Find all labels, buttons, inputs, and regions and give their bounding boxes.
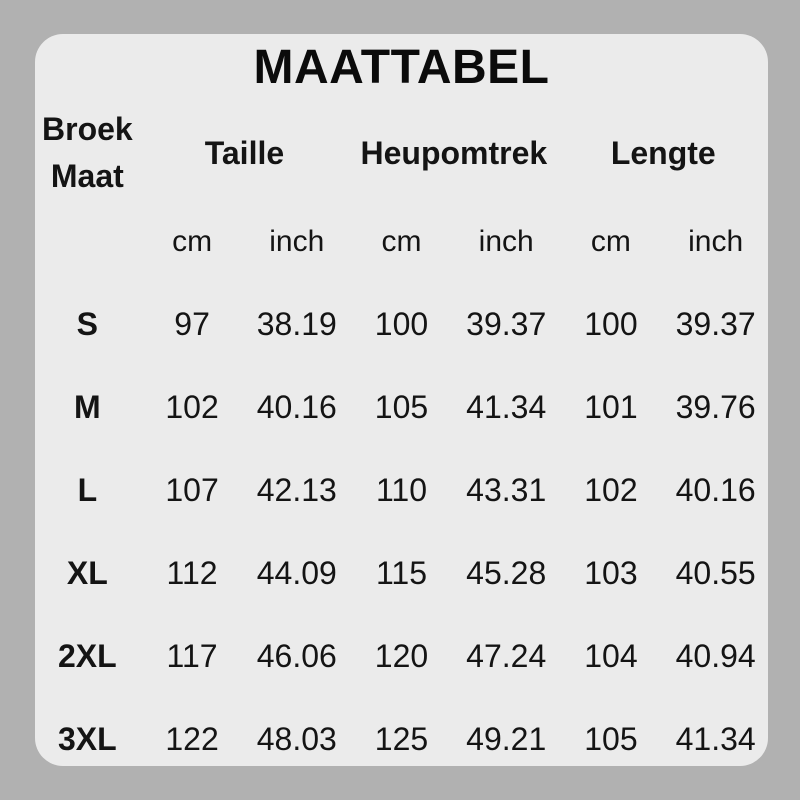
row-value: 40.94 xyxy=(675,637,756,674)
row-value: 39.37 xyxy=(466,305,547,342)
row-size-label: L xyxy=(77,471,98,508)
column-header-broek-maat-line2: Maat xyxy=(50,158,124,194)
column-header-lengte: Lengte xyxy=(610,134,716,171)
unit-header-inch: inch xyxy=(269,225,325,258)
unit-header-cm: cm xyxy=(172,225,213,258)
row-value: 100 xyxy=(584,305,638,342)
row-value: 125 xyxy=(374,720,429,757)
row-value: 103 xyxy=(584,554,638,591)
row-value: 117 xyxy=(166,637,218,674)
row-value: 40.55 xyxy=(675,554,756,591)
row-size-label: XL xyxy=(66,554,108,591)
row-value: 100 xyxy=(374,305,429,342)
header-row xyxy=(35,105,768,201)
unit-header-inch: inch xyxy=(688,225,744,258)
row-value: 122 xyxy=(165,720,219,757)
unit-header-cm: cm xyxy=(590,225,631,258)
table-row xyxy=(35,382,768,432)
row-value: 46.06 xyxy=(256,637,337,674)
column-header-taille: Taille xyxy=(204,134,285,171)
row-value: 49.21 xyxy=(466,720,547,757)
table-row xyxy=(35,465,768,515)
row-value: 40.16 xyxy=(675,471,756,508)
row-value: 107 xyxy=(165,471,219,508)
column-header-broek-maat-line1: Broek xyxy=(42,111,133,147)
row-value: 101 xyxy=(584,388,638,425)
row-value: 104 xyxy=(584,637,638,674)
row-value: 41.34 xyxy=(675,720,756,757)
row-value: 41.34 xyxy=(466,388,547,425)
row-value: 40.16 xyxy=(256,388,337,425)
row-value: 105 xyxy=(374,388,429,425)
column-header-broek-maat xyxy=(42,106,133,200)
row-value: 115 xyxy=(375,554,427,591)
row-size-label: 2XL xyxy=(58,637,117,674)
row-value: 39.37 xyxy=(675,305,756,342)
row-value: 110 xyxy=(375,471,427,508)
row-value: 97 xyxy=(174,305,210,342)
unit-header-inch: inch xyxy=(478,225,534,258)
row-value: 42.13 xyxy=(256,471,337,508)
row-value: 44.09 xyxy=(256,554,337,591)
column-header-heupomtrek: Heupomtrek xyxy=(360,134,548,171)
row-value: 120 xyxy=(374,637,429,674)
table-row xyxy=(35,299,768,349)
row-value: 102 xyxy=(165,388,219,425)
unit-header-cm: cm xyxy=(381,225,422,258)
row-value: 47.24 xyxy=(466,637,547,674)
row-value: 112 xyxy=(166,554,218,591)
row-value: 45.28 xyxy=(466,554,547,591)
row-size-label: M xyxy=(74,388,101,425)
row-size-label: 3XL xyxy=(58,720,117,757)
table-row xyxy=(35,548,768,598)
row-value: 43.31 xyxy=(466,471,547,508)
row-value: 105 xyxy=(584,720,638,757)
size-chart-card xyxy=(35,34,768,766)
table-row xyxy=(35,714,768,764)
row-value: 102 xyxy=(584,471,638,508)
row-value: 39.76 xyxy=(675,388,756,425)
units-row xyxy=(35,217,768,267)
table-row xyxy=(35,631,768,681)
page-title: MAATTABEL xyxy=(253,41,550,94)
row-size-label: S xyxy=(76,305,99,342)
row-value: 38.19 xyxy=(256,305,337,342)
row-value: 48.03 xyxy=(256,720,337,757)
